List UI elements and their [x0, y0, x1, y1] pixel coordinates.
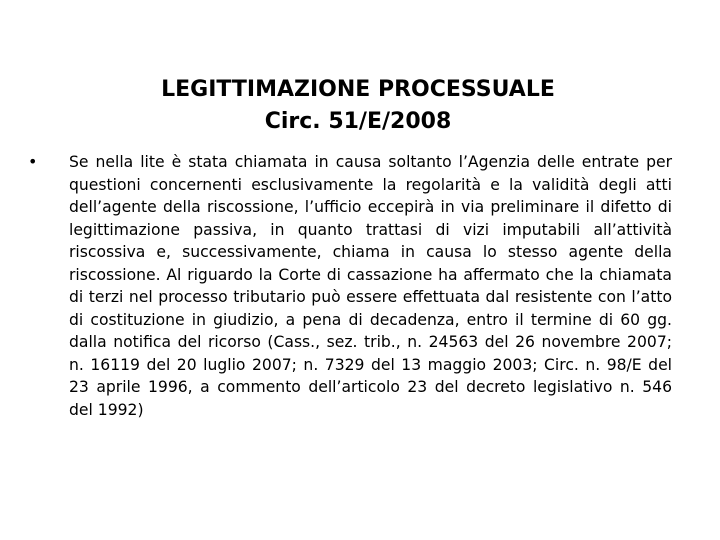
title-line-1: LEGITTIMAZIONE PROCESSUALE	[161, 77, 555, 102]
bullet-marker: •	[28, 152, 38, 171]
title-line-2: Circ. 51/E/2008	[264, 109, 452, 134]
slide-title	[0, 74, 716, 138]
bullet-text: Se nella lite è stata chiamata in causa soltanto l’Agenzia delle entrate per questioni concernenti esclusivamente la regolarità e la validità degli atti dell’agente della riscossione, l’ufficio eccepirà in via preliminare il difetto di legittimazione passiva, in quanto trattasi di vizi imputabili all’attività riscossiva e, successivamente, chiama in causa lo stesso agente della riscossione. Al riguardo la Corte di cassazione ha affermato che la chiamata di terzi nel processo tributario può essere effettuata dal resistente con l’atto di costituzione in giudizio, a pena di decadenza, entro il termine di 60 gg. dalla notifica del ricorso (Cass., sez. trib., n. 24563 del 26 novembre 2007; n. 16119 del 20 luglio 2007; n. 7329 del 13 maggio 2003; Circ. n. 98/E del 23 aprile 1996, a commento dell’articolo 23 del decreto legislativo n. 546 del 1992)	[69, 153, 672, 419]
bullet-item	[28, 151, 672, 421]
bullet-list	[28, 151, 672, 421]
